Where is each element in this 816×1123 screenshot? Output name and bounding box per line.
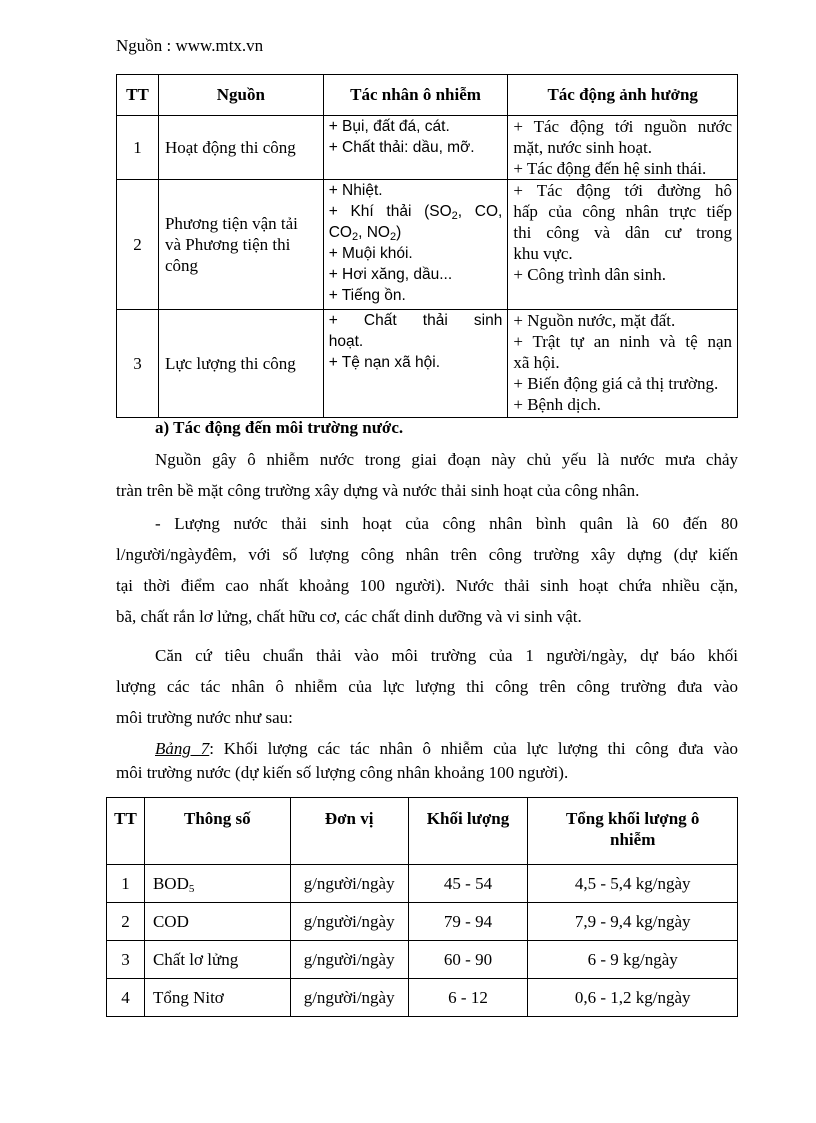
row-impacts: + Tác động tới đường hô hấp của công nhân trực tiếp thi công và dân cư trong khu vực. + Công trình dân sinh. — [508, 180, 738, 310]
row-tt: 2 — [117, 180, 159, 310]
row-mass: 45 - 54 — [408, 865, 528, 903]
header-param: Thông số — [144, 798, 290, 865]
pollutant-mass-table — [106, 797, 738, 1017]
header-unit: Đơn vị — [290, 798, 408, 865]
row-param: Chất lơ lửng — [144, 941, 290, 979]
source-line: Nguồn : www.mtx.vn — [116, 36, 264, 55]
table-row — [107, 979, 738, 1017]
table-row — [107, 903, 738, 941]
header-agents: Tác nhân ô nhiễm — [323, 75, 508, 116]
table-row — [117, 180, 738, 310]
row-total: 6 - 9 kg/ngày — [528, 941, 738, 979]
table-header-row — [117, 75, 738, 116]
row-total: 0,6 - 1,2 kg/ngày — [528, 979, 738, 1017]
table-row — [117, 116, 738, 180]
row-agents: + Nhiệt. + Khí thải ($SO_2$, CO, $CO_2$, $NO_2$) + Muội khói. + Hơi xăng, dầu... + Tiếng ồn. — [323, 180, 508, 310]
header-tt: TT — [117, 75, 159, 116]
row-mass: 60 - 90 — [408, 941, 528, 979]
row-total: 4,5 - 5,4 kg/ngày — [528, 865, 738, 903]
row-unit: g/người/ngày — [290, 979, 408, 1017]
row-param: $BOD_5$ — [144, 865, 290, 903]
paragraph-3: Căn cứ tiêu chuẩn thải vào môi trường của 1 người/ngày, dự báo khối lượng các tác nhân ô nhiễm của lực lượng thi công trên công trường đưa vào môi trường nước như sau: — [116, 646, 738, 727]
row-unit: g/người/ngày — [290, 865, 408, 903]
row-total: 7,9 - 9,4 kg/ngày — [528, 903, 738, 941]
pollution-sources-table — [116, 74, 738, 418]
header-total: Tổng khối lượng ô nhiễm — [528, 798, 738, 865]
row-source: Hoạt động thi công — [158, 116, 323, 180]
table-row — [107, 941, 738, 979]
header-mass: Khối lượng — [408, 798, 528, 865]
row-mass: 79 - 94 — [408, 903, 528, 941]
row-tt: 4 — [107, 979, 145, 1017]
paragraph-1: Nguồn gây ô nhiễm nước trong giai đoạn này chủ yếu là nước mưa chảy tràn trên bề mặt công trường xây dựng và nước thải sinh hoạt của công nhân. — [116, 450, 738, 500]
header-impacts: Tác động ảnh hưởng — [508, 75, 738, 116]
row-tt: 3 — [107, 941, 145, 979]
row-tt: 2 — [107, 903, 145, 941]
header-source: Nguồn — [158, 75, 323, 116]
row-impacts: + Nguồn nước, mặt đất. + Trật tự an ninh và tệ nạn xã hội. + Biến động giá cả thị trường. + Bệnh dịch. — [508, 310, 738, 418]
row-tt: 1 — [117, 116, 159, 180]
table-header-row — [107, 798, 738, 865]
header-tt: TT — [107, 798, 145, 865]
row-param: Tổng Nitơ — [144, 979, 290, 1017]
row-unit: g/người/ngày — [290, 941, 408, 979]
row-source: Lực lượng thi công — [158, 310, 323, 418]
row-mass: 6 - 12 — [408, 979, 528, 1017]
row-impacts: + Tác động tới nguồn nước mặt, nước sinh hoạt. + Tác động đến hệ sinh thái. — [508, 116, 738, 180]
caption-label: Bảng 7 — [155, 739, 210, 758]
row-tt: 1 — [107, 865, 145, 903]
row-unit: g/người/ngày — [290, 903, 408, 941]
row-agents: + Chất thải sinh hoạt. + Tệ nạn xã hội. — [323, 310, 508, 418]
row-agents: + Bụi, đất đá, cát. + Chất thải: dầu, mỡ. — [323, 116, 508, 180]
table-row — [117, 310, 738, 418]
paragraph-2: - Lượng nước thải sinh hoạt của công nhân bình quân là 60 đến 80 l/người/ngàyđêm, với số lượng công nhân trên công trường xây dựng (dự kiến tại thời điểm cao nhất khoảng 100 người). Nước thải sinh hoạt chứa nhiều cặn, bã, chất rắn lơ lửng, chất hữu cơ, các chất dinh dưỡng và vi sinh vật. — [116, 514, 738, 626]
section-heading: a) Tác động đến môi trường nước. — [155, 418, 404, 437]
row-tt: 3 — [117, 310, 159, 418]
row-source: Phương tiện vận tải và Phương tiện thi công — [158, 180, 323, 310]
row-param: COD — [144, 903, 290, 941]
table-caption: Bảng 7: Khối lượng các tác nhân ô nhiễm của lực lượng thi công đưa vào môi trường nước (dự kiến số lượng công nhân khoảng 100 người). — [116, 739, 738, 782]
table-row — [107, 865, 738, 903]
